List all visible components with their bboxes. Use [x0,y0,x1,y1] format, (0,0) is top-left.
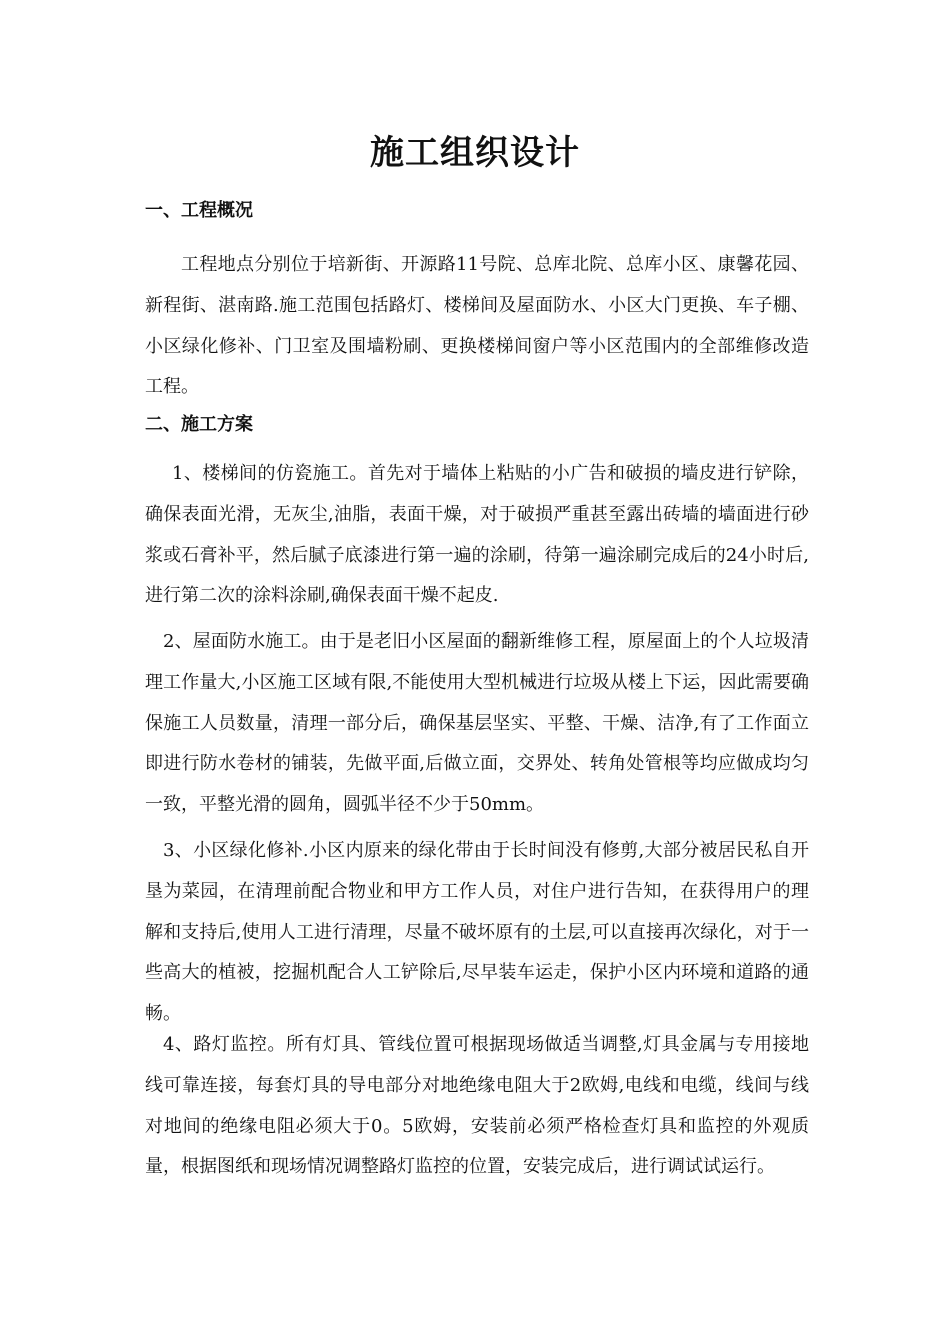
document-title: 施工组织设计 [370,133,580,173]
section-heading-plan: 二、施工方案 [145,414,253,435]
paragraph-streetlight-monitoring: 4、路灯监控。所有灯具、管线位置可根据现场做适当调整,灯具金属与专用接地线可靠连接，每套灯具的导电部分对地绝缘电阻大于2欧姆,电线和电缆，线间与线对地间的绝缘电阻必须大于0。5欧姆，安装前必须严格检查灯具和监控的外观质量，根据图纸和现场情况调整路灯监控的位置，安装完成后，进行调试试运行。 [145,1034,809,1178]
paragraph-stairwell: 1、楼梯间的仿瓷施工。首先对于墙体上粘贴的小广告和破损的墙皮进行铲除，确保表面光滑，无灰尘,油脂，表面干燥，对于破损严重甚至露出砖墙的墙面进行砂浆或石膏补平，然后腻子底漆进行第一遍的涂刷，待第一遍涂刷完成后的24小时后,进行第二次的涂料涂刷,确保表面干燥不起皮. [145,463,809,607]
paragraph-roof-waterproofing: 2、屋面防水施工。由于是老旧小区屋面的翻新维修工程，原屋面上的个人垃圾清理工作量大,小区施工区域有限,不能使用大型机械进行垃圾从楼上下运，因此需要确保施工人员数量，清理一部分后，确保基层坚实、平整、干燥、洁净,有了工作面立即进行防水卷材的铺装，先做平面,后做立面，交界处、转角处管根等均应做成均匀一致，平整光滑的圆角，圆弧半径不少于50mm。 [145,631,809,816]
paragraph-overview: 工程地点分别位于培新街、开源路11号院、总库北院、总库小区、康馨花园、新程街、湛南路.施工范围包括路灯、楼梯间及屋面防水、小区大门更换、车子棚、小区绿化修补、门卫室及围墙粉刷、更换楼梯间窗户等小区范围内的全部维修改造工程。 [145,254,809,398]
section-heading-overview: 一、工程概况 [145,200,253,221]
paragraph-greening: 3、小区绿化修补.小区内原来的绿化带由于长时间没有修剪,大部分被居民私自开垦为菜园，在清理前配合物业和甲方工作人员，对住户进行告知，在获得用户的理解和支持后,使用人工进行清理，尽量不破坏原有的土层,可以直接再次绿化，对于一些高大的植被，挖掘机配合人工铲除后,尽早装车运走，保护小区内环境和道路的通畅。 [145,840,809,1025]
